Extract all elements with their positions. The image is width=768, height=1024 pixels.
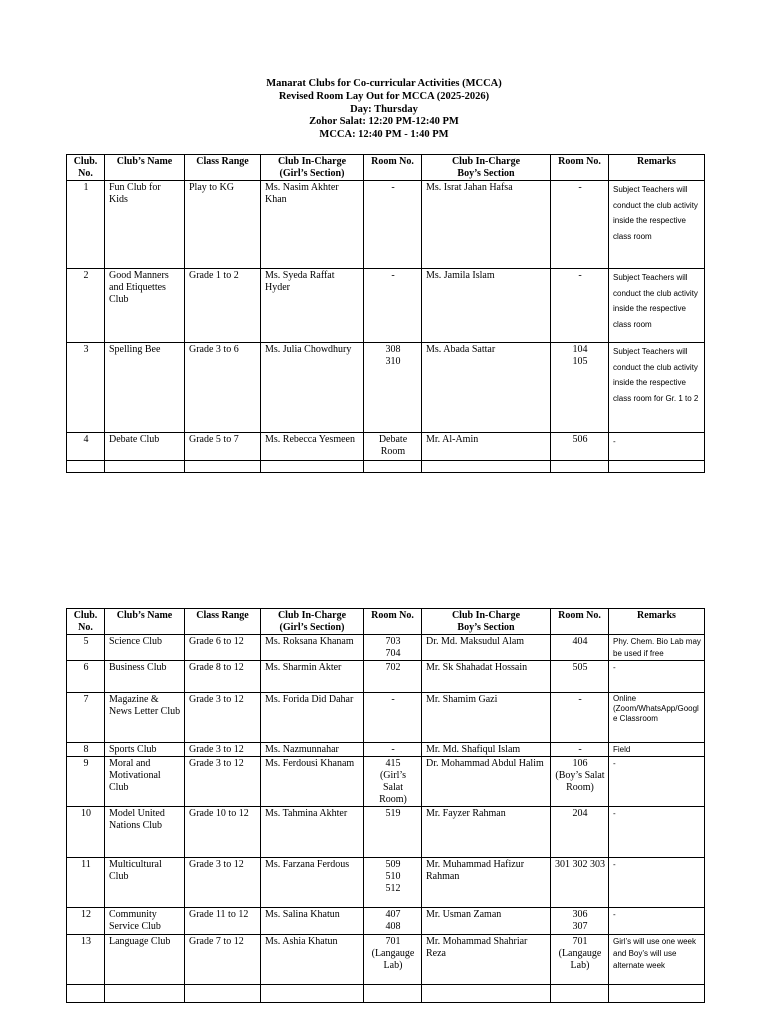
cell-girls-room: - bbox=[364, 181, 422, 269]
cell-class-range: Grade 6 to 12 bbox=[185, 635, 261, 661]
cell-club-name: Spelling Bee bbox=[105, 343, 185, 433]
column-header-remarks: Remarks bbox=[609, 155, 705, 181]
column-header-class-range: Class Range bbox=[185, 155, 261, 181]
cell-boys-in-charge: Dr. Mohammad Abdul Halim bbox=[422, 757, 551, 807]
cell-club-no: 6 bbox=[67, 661, 105, 693]
cell-class-range: Grade 11 to 12 bbox=[185, 908, 261, 935]
cell-girls-room: - bbox=[364, 743, 422, 757]
cell-girls-in-charge: Ms. Forida Did Dahar bbox=[261, 693, 364, 743]
cell-girls-in-charge: Ms. Syeda Raffat Hyder bbox=[261, 269, 364, 343]
cell-remarks: - bbox=[609, 661, 705, 693]
column-header-girls-in-charge: Club In-Charge (Girl’s Section) bbox=[261, 609, 364, 635]
cell-club-no: 4 bbox=[67, 433, 105, 461]
table-row bbox=[67, 181, 705, 269]
column-header-club-no: Club. No. bbox=[67, 155, 105, 181]
cell-remarks: Girl’s will use one week and Boy’s will use alternate week bbox=[609, 935, 705, 985]
cell-class-range: Grade 3 to 12 bbox=[185, 693, 261, 743]
cell-remarks: - bbox=[609, 908, 705, 935]
table-row bbox=[67, 635, 705, 661]
cell-remarks: - bbox=[609, 433, 705, 461]
cell-club-name: Sports Club bbox=[105, 743, 185, 757]
cell-class-range: Grade 7 to 12 bbox=[185, 935, 261, 985]
table-row bbox=[67, 807, 705, 858]
column-header-class-range: Class Range bbox=[185, 609, 261, 635]
cell-class-range: Grade 3 to 12 bbox=[185, 757, 261, 807]
empty-cell bbox=[185, 985, 261, 1003]
cell-club-name: Debate Club bbox=[105, 433, 185, 461]
table-row bbox=[67, 757, 705, 807]
cell-club-no: 8 bbox=[67, 743, 105, 757]
table-row bbox=[67, 935, 705, 985]
column-header-remarks: Remarks bbox=[609, 609, 705, 635]
cell-boys-room: 505 bbox=[551, 661, 609, 693]
column-header-girls-room: Room No. bbox=[364, 609, 422, 635]
cell-boys-in-charge: Mr. Muhammad Hafizur Rahman bbox=[422, 858, 551, 908]
table-row bbox=[67, 661, 705, 693]
cell-club-no: 2 bbox=[67, 269, 105, 343]
cell-boys-room: 701 (Langauge Lab) bbox=[551, 935, 609, 985]
cell-club-no: 12 bbox=[67, 908, 105, 935]
cell-boys-in-charge: Mr. Fayzer Rahman bbox=[422, 807, 551, 858]
cell-remarks: - bbox=[609, 807, 705, 858]
header-row bbox=[67, 609, 705, 635]
cell-club-name: Language Club bbox=[105, 935, 185, 985]
cell-club-name: Model United Nations Club bbox=[105, 807, 185, 858]
cell-girls-room: 308 310 bbox=[364, 343, 422, 433]
cell-boys-room: - bbox=[551, 181, 609, 269]
cell-boys-room: 204 bbox=[551, 807, 609, 858]
cell-girls-in-charge: Ms. Ashia Khatun bbox=[261, 935, 364, 985]
cell-girls-in-charge: Ms. Nazmunnahar bbox=[261, 743, 364, 757]
empty-row bbox=[67, 461, 705, 473]
schedule-table-1 bbox=[66, 154, 705, 473]
column-header-boys-room: Room No. bbox=[551, 155, 609, 181]
cell-remarks: Subject Teachers will conduct the club activity inside the respective class room bbox=[609, 181, 705, 269]
cell-girls-room: 701 (Langauge Lab) bbox=[364, 935, 422, 985]
cell-club-name: Science Club bbox=[105, 635, 185, 661]
column-header-girls-in-charge: Club In-Charge (Girl’s Section) bbox=[261, 155, 364, 181]
cell-remarks: - bbox=[609, 757, 705, 807]
cell-boys-room: - bbox=[551, 693, 609, 743]
cell-boys-in-charge: Mr. Usman Zaman bbox=[422, 908, 551, 935]
heading-salat-time: Zohor Salat: 12:20 PM-12:40 PM bbox=[309, 116, 459, 128]
cell-class-range: Grade 3 to 12 bbox=[185, 743, 261, 757]
cell-remarks: Phy. Chem. Bio Lab may be used if free bbox=[609, 635, 705, 661]
empty-cell bbox=[105, 461, 185, 473]
cell-boys-in-charge: Mr. Sk Shahadat Hossain bbox=[422, 661, 551, 693]
cell-girls-in-charge: Ms. Ferdousi Khanam bbox=[261, 757, 364, 807]
cell-club-no: 10 bbox=[67, 807, 105, 858]
cell-boys-in-charge: Mr. Md. Shafiqul Islam bbox=[422, 743, 551, 757]
cell-girls-room: 702 bbox=[364, 661, 422, 693]
cell-class-range: Grade 3 to 12 bbox=[185, 858, 261, 908]
cell-boys-in-charge: Mr. Al-Amin bbox=[422, 433, 551, 461]
cell-class-range: Play to KG bbox=[185, 181, 261, 269]
cell-club-no: 5 bbox=[67, 635, 105, 661]
empty-cell bbox=[609, 461, 705, 473]
cell-girls-in-charge: Ms. Sharmin Akter bbox=[261, 661, 364, 693]
cell-club-no: 3 bbox=[67, 343, 105, 433]
empty-cell bbox=[261, 461, 364, 473]
cell-club-name: Magazine & News Letter Club bbox=[105, 693, 185, 743]
column-header-boys-in-charge: Club In-Charge Boy’s Section bbox=[422, 155, 551, 181]
cell-boys-in-charge: Dr. Md. Maksudul Alam bbox=[422, 635, 551, 661]
cell-girls-in-charge: Ms. Julia Chowdhury bbox=[261, 343, 364, 433]
cell-boys-in-charge: Ms. Israt Jahan Hafsa bbox=[422, 181, 551, 269]
column-header-club-name: Club’s Name bbox=[105, 155, 185, 181]
cell-club-name: Fun Club for Kids bbox=[105, 181, 185, 269]
cell-remarks: Online (Zoom/WhatsApp/Google Classroom bbox=[609, 693, 705, 743]
cell-remarks: Subject Teachers will conduct the club activity inside the respective class room for Gr. 1 to 2 bbox=[609, 343, 705, 433]
empty-cell bbox=[67, 985, 105, 1003]
schedule-table-2 bbox=[66, 608, 705, 1003]
heading-title: Manarat Clubs for Co-curricular Activities (MCCA) bbox=[266, 78, 502, 89]
cell-girls-room: 407 408 bbox=[364, 908, 422, 935]
heading-subtitle: Revised Room Lay Out for MCCA (2025-2026) bbox=[278, 90, 490, 102]
cell-club-no: 11 bbox=[67, 858, 105, 908]
cell-girls-room: Debate Room bbox=[364, 433, 422, 461]
cell-girls-room: 519 bbox=[364, 807, 422, 858]
table-row bbox=[67, 743, 705, 757]
empty-cell bbox=[551, 985, 609, 1003]
cell-boys-room: - bbox=[551, 269, 609, 343]
column-header-girls-room: Room No. bbox=[364, 155, 422, 181]
column-header-boys-room: Room No. bbox=[551, 609, 609, 635]
cell-girls-room: - bbox=[364, 693, 422, 743]
heading-day: Day: Thursday bbox=[350, 103, 418, 115]
cell-boys-room: 106 (Boy’s Salat Room) bbox=[551, 757, 609, 807]
cell-girls-room: 509 510 512 bbox=[364, 858, 422, 908]
cell-remarks: - bbox=[609, 858, 705, 908]
empty-cell bbox=[105, 985, 185, 1003]
cell-girls-in-charge: Ms. Salina Khatun bbox=[261, 908, 364, 935]
cell-girls-in-charge: Ms. Roksana Khanam bbox=[261, 635, 364, 661]
empty-cell bbox=[364, 461, 422, 473]
cell-boys-room: - bbox=[551, 743, 609, 757]
cell-club-no: 13 bbox=[67, 935, 105, 985]
cell-girls-room: 703 704 bbox=[364, 635, 422, 661]
cell-club-name: Good Manners and Etiquettes Club bbox=[105, 269, 185, 343]
table-row bbox=[67, 908, 705, 935]
table-row bbox=[67, 858, 705, 908]
cell-class-range: Grade 5 to 7 bbox=[185, 433, 261, 461]
cell-club-name: Moral and Motivational Club bbox=[105, 757, 185, 807]
cell-girls-in-charge: Ms. Nasim Akhter Khan bbox=[261, 181, 364, 269]
document-heading bbox=[0, 78, 768, 142]
cell-class-range: Grade 3 to 6 bbox=[185, 343, 261, 433]
cell-boys-room: 506 bbox=[551, 433, 609, 461]
cell-boys-room: 306 307 bbox=[551, 908, 609, 935]
cell-boys-room: 104 105 bbox=[551, 343, 609, 433]
empty-row bbox=[67, 985, 705, 1003]
empty-cell bbox=[67, 461, 105, 473]
cell-club-name: Community Service Club bbox=[105, 908, 185, 935]
cell-boys-in-charge: Mr. Mohammad Shahriar Reza bbox=[422, 935, 551, 985]
cell-girls-in-charge: Ms. Rebecca Yesmeen bbox=[261, 433, 364, 461]
empty-cell bbox=[185, 461, 261, 473]
empty-cell bbox=[364, 985, 422, 1003]
table-row bbox=[67, 269, 705, 343]
cell-boys-in-charge: Ms. Abada Sattar bbox=[422, 343, 551, 433]
table-row bbox=[67, 433, 705, 461]
cell-club-no: 7 bbox=[67, 693, 105, 743]
heading-mcca-time: MCCA: 12:40 PM - 1:40 PM bbox=[319, 129, 449, 141]
column-header-club-name: Club’s Name bbox=[105, 609, 185, 635]
cell-boys-room: 404 bbox=[551, 635, 609, 661]
cell-remarks: Field bbox=[609, 743, 705, 757]
cell-girls-in-charge: Ms. Tahmina Akhter bbox=[261, 807, 364, 858]
cell-class-range: Grade 10 to 12 bbox=[185, 807, 261, 858]
empty-cell bbox=[422, 985, 551, 1003]
cell-girls-in-charge: Ms. Farzana Ferdous bbox=[261, 858, 364, 908]
cell-boys-in-charge: Mr. Shamim Gazi bbox=[422, 693, 551, 743]
cell-club-no: 1 bbox=[67, 181, 105, 269]
empty-cell bbox=[551, 461, 609, 473]
table-row bbox=[67, 343, 705, 433]
empty-cell bbox=[609, 985, 705, 1003]
empty-cell bbox=[422, 461, 551, 473]
table-row bbox=[67, 693, 705, 743]
cell-club-name: Business Club bbox=[105, 661, 185, 693]
empty-cell bbox=[261, 985, 364, 1003]
cell-girls-room: - bbox=[364, 269, 422, 343]
column-header-club-no: Club. No. bbox=[67, 609, 105, 635]
cell-boys-room: 301 302 303 bbox=[551, 858, 609, 908]
cell-boys-in-charge: Ms. Jamila Islam bbox=[422, 269, 551, 343]
cell-club-no: 9 bbox=[67, 757, 105, 807]
header-row bbox=[67, 155, 705, 181]
cell-class-range: Grade 8 to 12 bbox=[185, 661, 261, 693]
cell-club-name: Multicultural Club bbox=[105, 858, 185, 908]
column-header-boys-in-charge: Club In-Charge Boy’s Section bbox=[422, 609, 551, 635]
cell-class-range: Grade 1 to 2 bbox=[185, 269, 261, 343]
cell-girls-room: 415 (Girl’s Salat Room) bbox=[364, 757, 422, 807]
cell-remarks: Subject Teachers will conduct the club activity inside the respective class room bbox=[609, 269, 705, 343]
